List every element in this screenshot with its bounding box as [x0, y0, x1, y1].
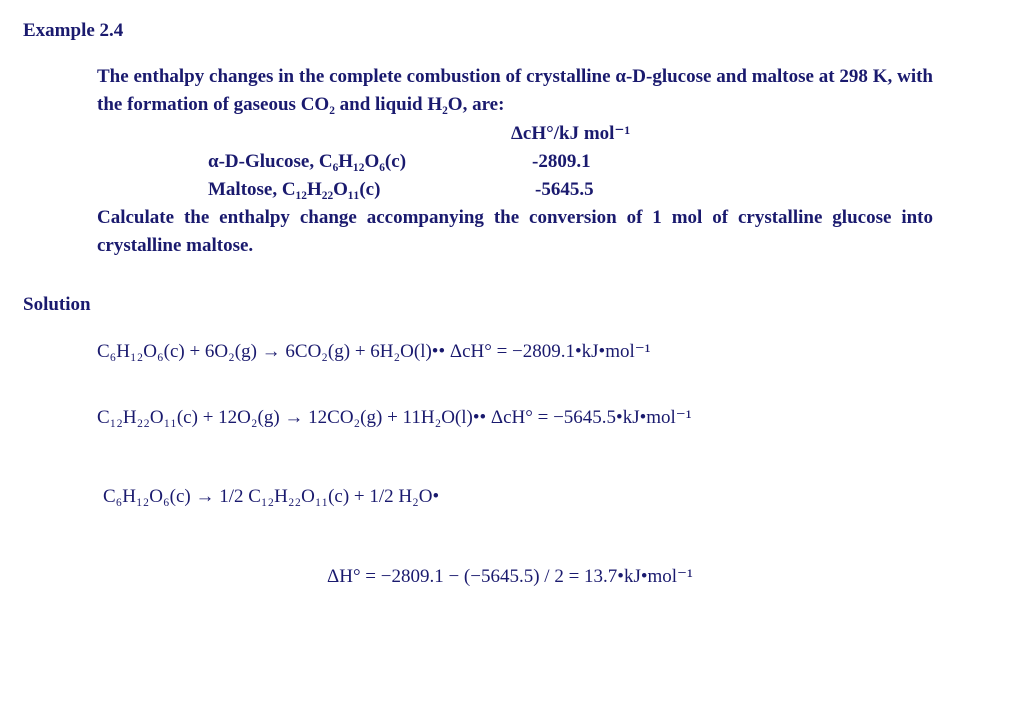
equation-glucose-combustion: C₆H₁₂O₆(c) + 6O₂(g) → 6CO₂(g) + 6H₂O(l)•• ΔcH° = −2809.1•kJ•mol⁻¹	[97, 341, 651, 362]
equation-conversion: C₆H₁₂O₆(c) → 1/2 C₁₂H₂₂O₁₁(c) + 1/2 H₂O•	[103, 486, 440, 507]
problem-question	[97, 204, 933, 260]
column-header: ΔcH°/kJ mol⁻¹	[511, 123, 631, 144]
solution-heading: Solution	[23, 294, 91, 315]
maltose-row-value: -5645.5	[535, 179, 594, 200]
glucose-row-name: α-D-Glucose, C₆H₁₂O₆(c)	[208, 151, 407, 172]
problem-statement	[97, 63, 933, 119]
equation-result: ΔH° = −2809.1 − (−5645.5) / 2 = 13.7•kJ•mol⁻¹	[327, 566, 693, 587]
problem-question-text: Calculate the enthalpy change accompanying the conversion of 1 mol of crystalline glucose into crystalline maltose.	[97, 207, 933, 256]
equation-maltose-combustion: C₁₂H₂₂O₁₁(c) + 12O₂(g) → 12CO₂(g) + 11H₂O(l)•• ΔcH° = −5645.5•kJ•mol⁻¹	[97, 407, 692, 428]
maltose-row-name: Maltose, C₁₂H₂₂O₁₁(c)	[208, 179, 381, 200]
glucose-row-value: -2809.1	[532, 151, 591, 172]
problem-intro: The enthalpy changes in the complete combustion of crystalline α-D-glucose and maltose at 298 K, with the formation of gaseous CO₂ and liquid H₂O, are:	[97, 66, 933, 115]
example-title: Example 2.4	[23, 20, 124, 41]
